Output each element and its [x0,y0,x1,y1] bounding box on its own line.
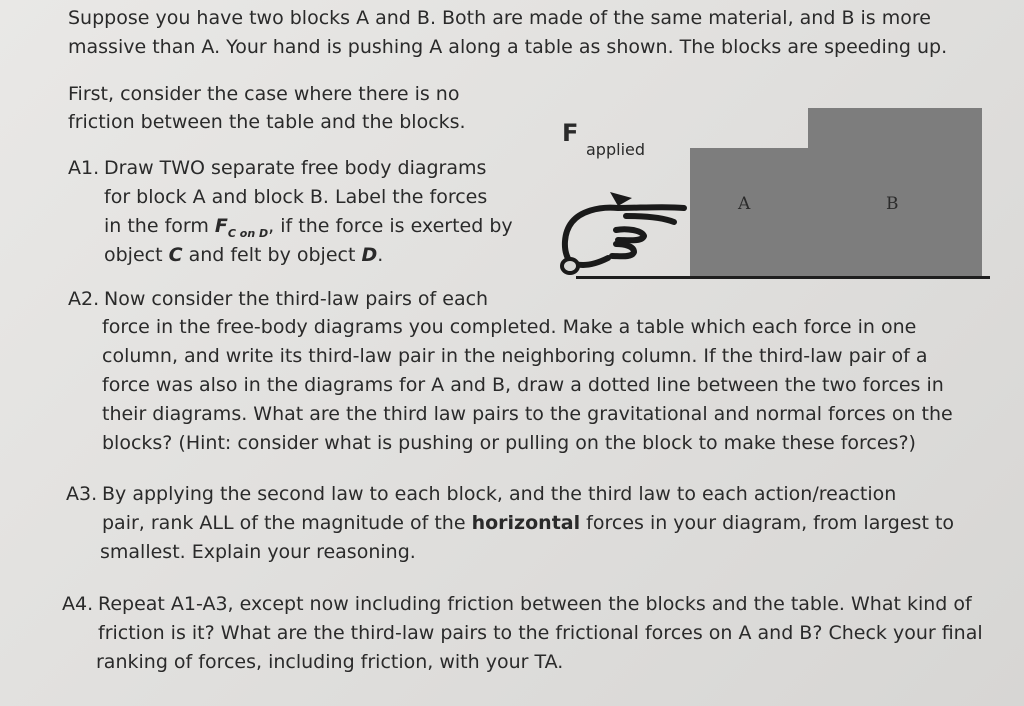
blocks-figure [540,100,1010,290]
a1-line-4-end: . [377,244,384,266]
a1-line-4-mid: and felt by object [182,244,362,266]
a2-line-2: force in the free-body diagrams you completed. Make a table which each force in one [102,316,917,338]
a1-label: A1. [68,157,100,179]
a4-label: A4. [62,593,94,615]
a2-line-1: Now consider the third-law pairs of each [104,288,489,310]
intro-line-1: Suppose you have two blocks A and B. Both are made of the same material, and B is more [68,7,931,29]
a2-line-3: column, and write its third-law pair in the neighboring column. If the third-law pair of a [102,345,928,367]
force-label-subscript: applied [586,140,646,159]
horizontal-emphasis: horizontal [471,512,581,534]
block-a [690,148,808,276]
a2-label: A2. [68,288,100,310]
first-line-2: friction between the table and the blocks. [68,111,466,133]
a2-line-6: blocks? (Hint: consider what is pushing or pulling on the block to make these forces?) [102,432,916,454]
force-subscript: C on D [227,227,269,240]
table-surface [576,276,990,279]
block-a-label: A [738,194,751,214]
block-b [808,108,982,276]
a3-label: A3. [66,483,98,505]
a3-line-3: smallest. Explain your reasoning. [100,541,416,563]
a3-line-2 [102,509,954,538]
force-symbol: F [214,215,228,237]
block-b-label: B [886,194,899,214]
object-d: D [361,244,378,266]
a1-line-2: for block A and block B. Label the forces [104,186,488,208]
a4-line-3: ranking of forces, including friction, with your TA. [96,651,564,673]
force-label-letter: F [562,119,579,147]
pointing-hand-icon [556,188,696,276]
a2-line-4: force was also in the diagrams for A and B, draw a dotted line between the two forces in [102,374,944,396]
a3-line-1: By applying the second law to each block, and the third law to each action/reaction [102,483,897,505]
a1-line-1: Draw TWO separate free body diagrams [104,157,487,179]
a1-line-4-pre: object [104,244,169,266]
a4-line-1: Repeat A1-A3, except now including friction between the blocks and the table. What kind of [98,593,972,615]
a1-line-4 [104,241,383,270]
a1-line-3 [104,212,513,244]
first-line-1: First, consider the case where there is no [68,83,460,105]
a3-line-2-post: forces in your diagram, from largest to [580,512,955,534]
a1-line-3-post: , if the force is exerted by [268,215,513,237]
a1-line-3-pre: in the form [104,215,215,237]
a3-line-2-pre: pair, rank ALL of the magnitude of the [102,512,472,534]
a4-line-2: friction is it? What are the third-law pairs to the frictional forces on A and B? Check your final [98,622,983,644]
object-c: C [168,244,183,266]
a2-line-5: their diagrams. What are the third law pairs to the gravitational and normal forces on the [102,403,953,425]
intro-line-2: massive than A. Your hand is pushing A along a table as shown. The blocks are speeding up. [68,36,948,58]
